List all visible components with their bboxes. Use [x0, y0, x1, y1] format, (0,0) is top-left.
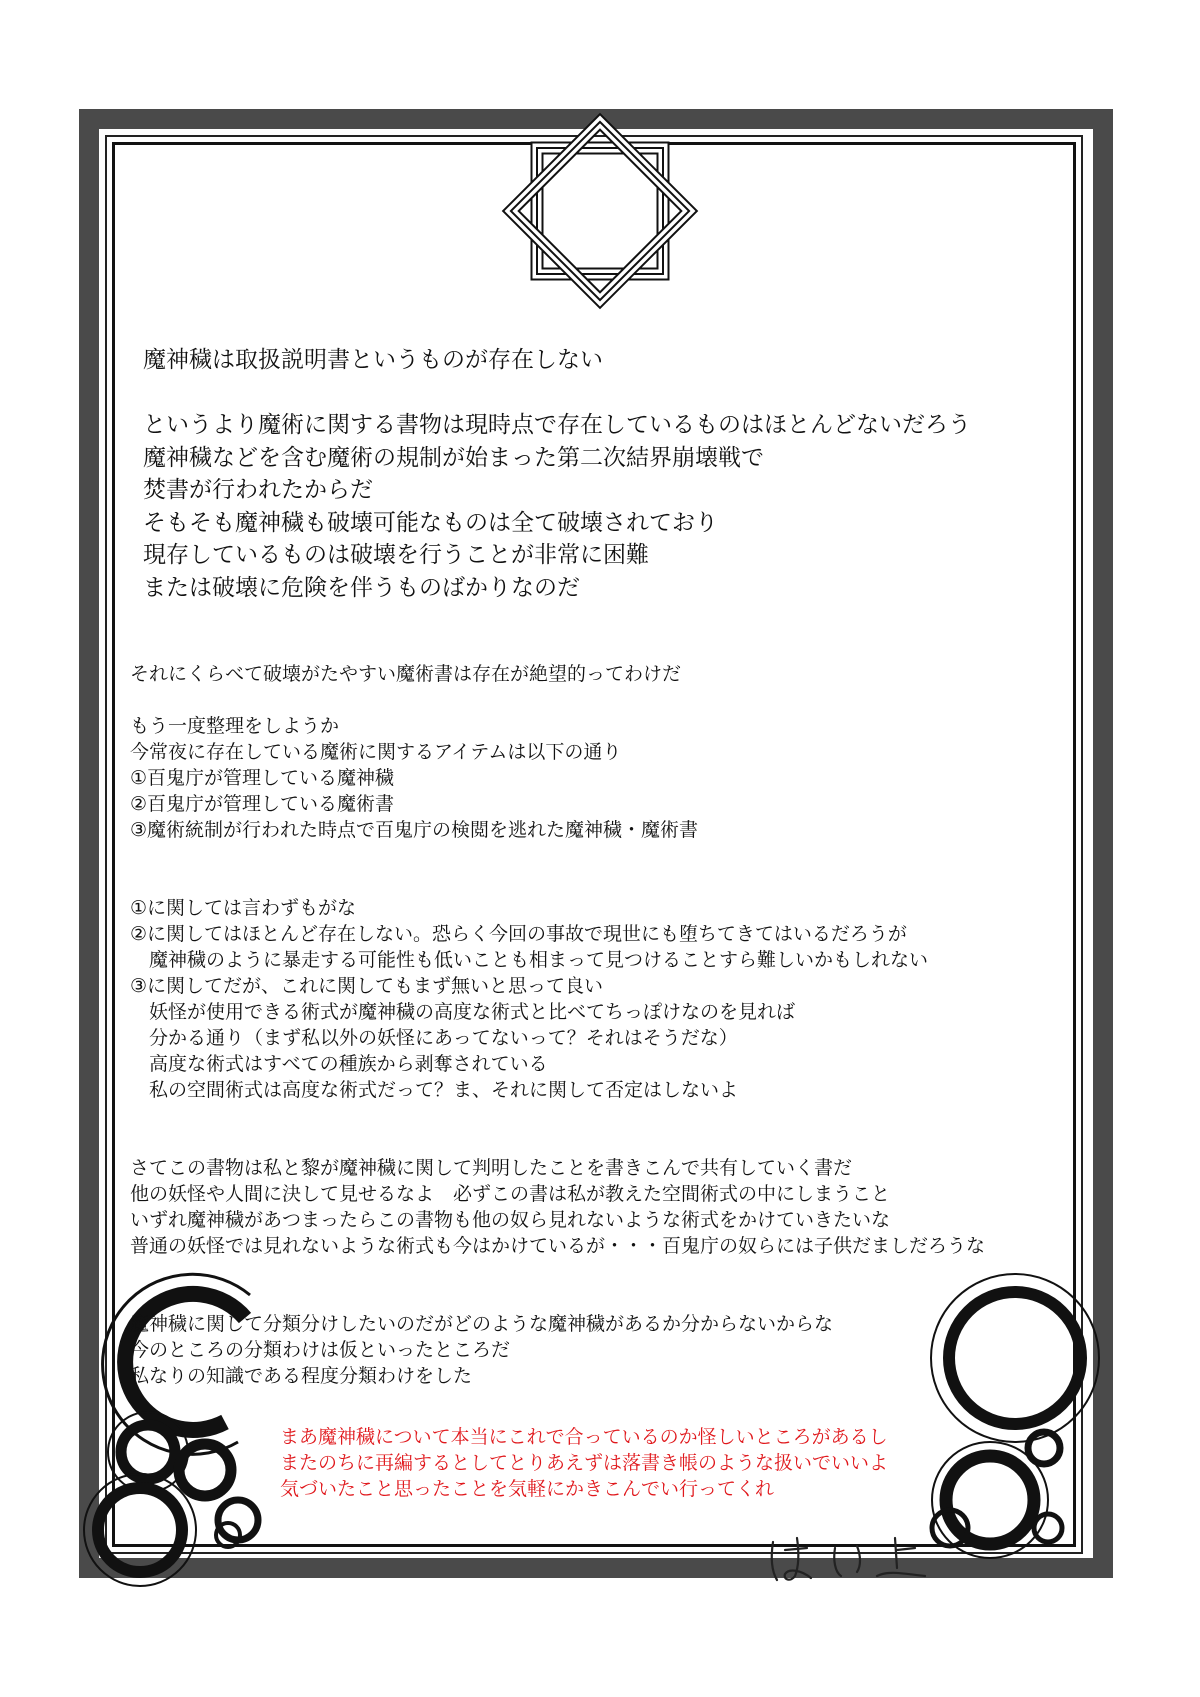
text-line: いずれ魔神穢があつまったらこの書物も他の奴ら見れないような術式をかけていきたいな	[130, 1209, 891, 1231]
text-line	[130, 1285, 985, 1311]
text-line: ②に関してはほとんど存在しない。恐らく今回の事故で現世にも堕ちてきてはいるだろうが	[130, 923, 907, 945]
text-line: というより魔術に関する書物は現時点で存在しているものはほとんどないだろう	[143, 412, 971, 438]
text-line: 魔神穢に関して分類分けしたいのだがどのような魔神穢があるか分からないからな	[130, 1313, 834, 1335]
text-line	[130, 1129, 985, 1155]
star-emblem-icon	[511, 122, 689, 300]
text-line	[130, 869, 985, 895]
text-line: ②百鬼庁が管理している魔術書	[130, 793, 395, 815]
body-paragraph	[130, 661, 985, 1389]
text-line: 魔神穢は取扱説明書というものが存在しない	[143, 347, 603, 373]
text-line: 今のところの分類わけは仮といったところだ	[130, 1339, 511, 1361]
text-line: そもそも魔神穢も破壊可能なものは全て破壊されており	[143, 509, 718, 536]
text-line: 妖怪が使用できる術式が魔神穢の高度な術式と比べてちっぽけなのを見れば	[130, 1001, 796, 1023]
text-line: まあ魔神穢について本当にこれで合っているのか怪しいところがあるし	[280, 1426, 888, 1448]
text-line	[130, 843, 985, 869]
text-line: それにくらべて破壊がたやすい魔術書は存在が絶望的ってわけだ	[130, 663, 682, 685]
text-line: 分かる通り（まず私以外の妖怪にあってないって？それはそうだな）	[130, 1027, 738, 1049]
text-line	[143, 377, 971, 410]
text-line: 魔神穢のように暴走する可能性も低いことも相まって見つけることすら難しいかもしれない	[130, 949, 929, 971]
text-line: 他の妖怪や人間に決して見せるなよ 必ずこの書は私が教えた空間術式の中にしまうこと	[130, 1183, 891, 1205]
text-line: もう一度整理をしようか	[130, 715, 340, 737]
text-line: 気づいたこと思ったことを気軽にかきこんでい行ってくれ	[280, 1478, 775, 1500]
text-line: または破壊に危険を伴うものばかりなのだ	[143, 574, 580, 601]
text-line: 今常夜に存在している魔術に関するアイテムは以下の通り	[130, 741, 622, 763]
text-line: 高度な術式はすべての種族から剥奪されている	[130, 1053, 548, 1075]
text-line	[130, 1259, 985, 1285]
text-line	[130, 1103, 985, 1129]
text-line: 現存しているものは破壊を行うことが非常に困難	[143, 542, 649, 568]
text-line: 焚書が行われたからだ	[143, 477, 373, 503]
text-line: ③魔術統制が行われた時点で百鬼庁の検閲を逃れた魔神穢・魔術書	[130, 819, 699, 841]
text-line	[130, 687, 985, 713]
text-line: またのちに再編するとしてとりあえずは落書き帳のような扱いでいいよ	[280, 1452, 889, 1474]
signature-handwriting	[765, 1530, 965, 1590]
text-line: ③に関してだが、これに関してもまず無いと思って良い	[130, 975, 604, 997]
text-line: 魔神穢などを含む魔術の規制が始まった第二次結界崩壊戦で	[143, 444, 764, 471]
text-line: さてこの書物は私と黎が魔神穢に関して判明したことを書きこんで共有していく書だ	[130, 1157, 853, 1179]
text-line: 普通の妖怪では見れないような術式も今はかけているが・・・百鬼庁の奴らには子供だましだろうな	[130, 1235, 986, 1257]
text-line: 私の空間術式は高度な術式だって？ま、それに関して否定はしないよ	[130, 1079, 739, 1101]
text-line: ①百鬼庁が管理している魔神穢	[130, 767, 395, 789]
red-note	[280, 1424, 888, 1502]
text-line: 私なりの知識である程度分類わけをした	[130, 1365, 473, 1387]
text-line: ①に関しては言わずもがな	[130, 897, 357, 919]
intro-paragraph	[143, 344, 971, 604]
